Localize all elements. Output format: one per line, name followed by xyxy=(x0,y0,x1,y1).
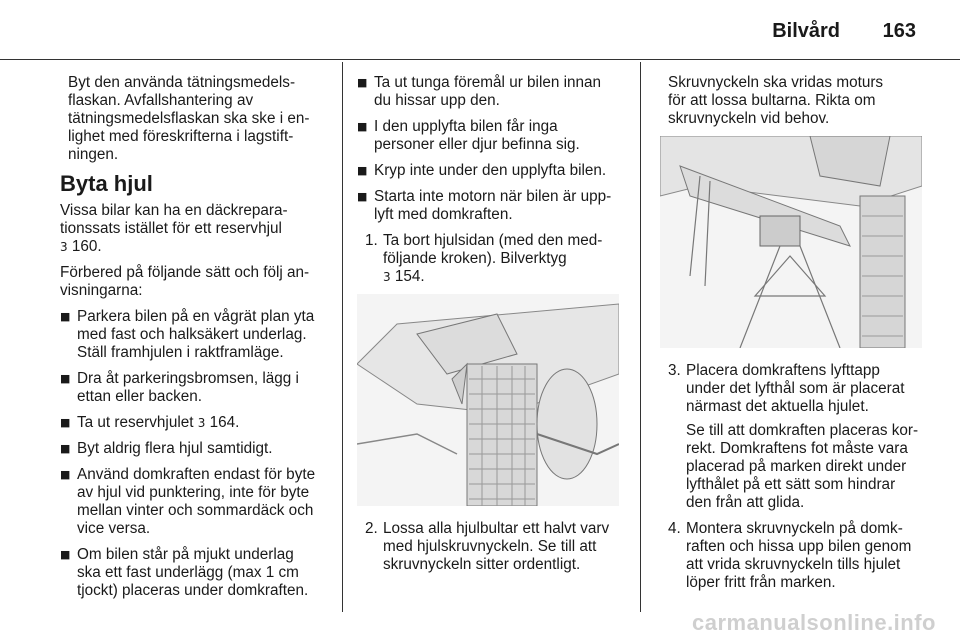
text-line: vice versa. xyxy=(77,520,151,537)
step-1 xyxy=(357,232,625,286)
text-line: tionssats istället för ett reservhjul xyxy=(60,220,282,237)
text-line: Placera domkraftens lyfttapp xyxy=(686,362,880,379)
text-line: Parkera bilen på en vågrät plan yta xyxy=(77,308,315,325)
text-line: mellan vinter och sommardäck och xyxy=(77,502,314,519)
text-line: ningen. xyxy=(68,146,119,163)
page-header xyxy=(0,0,960,52)
text-line: ettan eller backen. xyxy=(77,388,203,405)
text-line: av hjul vid punktering, inte för byte xyxy=(77,484,310,501)
list-item xyxy=(60,370,332,406)
text-line: Ta ut tunga föremål ur bilen innan xyxy=(374,74,602,91)
column-divider xyxy=(640,62,641,612)
text-line: ska ett fast underlägg (max 1 cm xyxy=(77,564,299,581)
preparation-list xyxy=(60,308,332,600)
text-line: under det lyfthål som är placerat xyxy=(686,380,905,397)
step-number: 4. xyxy=(668,520,681,537)
text-line: lighet med föreskrifterna i lagstift- xyxy=(68,128,294,145)
step-3-note xyxy=(686,422,928,512)
list-item xyxy=(357,162,625,180)
list-item xyxy=(60,308,332,362)
text-line: Om bilen står på mjukt underlag xyxy=(77,546,294,563)
page-reference-icon: 3 xyxy=(383,270,391,284)
step-3 xyxy=(660,362,928,512)
text-line: Kryp inte under den upplyfta bilen. xyxy=(374,162,607,179)
page-reference: 160. xyxy=(71,238,102,255)
text-line: Skruvnyckeln ska vridas moturs xyxy=(668,74,884,91)
text-line: tjockt) placeras under domkraften. xyxy=(77,582,309,599)
text-line: lyft med domkraften. xyxy=(374,206,513,223)
page-reference: 154. xyxy=(394,268,425,285)
text-line: Se till att domkraften placeras kor- xyxy=(686,422,919,439)
repair-kit-paragraph xyxy=(60,202,332,256)
text-line: skruvnyckeln vid behov. xyxy=(668,110,830,127)
text-line: för att lossa bultarna. Rikta om xyxy=(668,92,876,109)
text-line: närmast det aktuella hjulet. xyxy=(686,398,869,415)
page-reference: 164. xyxy=(209,414,240,431)
prepare-paragraph xyxy=(60,264,332,300)
disposal-paragraph xyxy=(60,74,332,164)
text-line: Ta ut reservhjulet xyxy=(77,414,194,431)
section-title: Bilvård xyxy=(772,20,840,42)
list-item xyxy=(60,440,332,458)
text-line: personer eller djur befinna sig. xyxy=(374,136,580,153)
text-line: med fast och halksäkert underlag. xyxy=(77,326,307,343)
text-line: med hjulskruvnyckeln. Se till att xyxy=(383,538,597,555)
step-number: 3. xyxy=(668,362,681,379)
text-line: Starta inte motorn när bilen är upp- xyxy=(374,188,612,205)
step-number: 1. xyxy=(365,232,378,249)
text-line: Ställ framhjulen i raktframläge. xyxy=(77,344,284,361)
text-line: I den upplyfta bilen får inga xyxy=(374,118,558,135)
list-item xyxy=(357,118,625,154)
text-line: visningarna: xyxy=(60,282,143,299)
list-item xyxy=(60,546,332,600)
step-number: 2. xyxy=(365,520,378,537)
page-reference-icon: 3 xyxy=(197,416,206,430)
text-line: tätningsmedelsflaskan ska ske i en- xyxy=(68,110,310,127)
safety-list xyxy=(357,74,625,224)
page-number: 163 xyxy=(882,20,916,42)
list-item xyxy=(60,466,332,538)
text-line: Vissa bilar kan ha en däckrepara- xyxy=(60,202,288,219)
step-2 xyxy=(357,520,625,574)
text-line: Montera skruvnyckeln på domk- xyxy=(686,520,903,537)
text-line: raften och hissa upp bilen genom xyxy=(686,538,912,555)
text-line: flaskan. Avfallshantering av xyxy=(68,92,254,109)
text-line: Byt aldrig flera hjul samtidigt. xyxy=(77,440,273,457)
watermark: carmanualsonline.info xyxy=(692,610,936,635)
step-3-main xyxy=(686,362,928,416)
column-2 xyxy=(357,74,625,582)
column-divider xyxy=(342,62,343,612)
wheel-cover-removal-illustration xyxy=(357,294,619,506)
text-line: lyfthålet på ett sätt som hindrar xyxy=(686,476,896,493)
text-line: den från att glida. xyxy=(686,494,805,511)
step-4 xyxy=(660,520,928,592)
text-line: Lossa alla hjulbultar ett halvt varv xyxy=(383,520,610,537)
wrench-paragraph xyxy=(660,74,928,128)
text-line: att vrida skruvnyckeln tills hjulet xyxy=(686,556,901,573)
text-line: Använd domkraften endast för byte xyxy=(77,466,316,483)
jack-placement-illustration xyxy=(660,136,922,348)
header-rule xyxy=(0,59,960,60)
text-line: placerad på marken direkt under xyxy=(686,458,907,475)
column-1 xyxy=(60,74,332,608)
text-line: löper fritt från marken. xyxy=(686,574,836,591)
text-line: Ta bort hjulsidan (med den med- xyxy=(383,232,603,249)
list-item xyxy=(60,414,332,432)
text-line: skruvnyckeln sitter ordentligt. xyxy=(383,556,581,573)
text-line: följande kroken). Bilverktyg xyxy=(383,250,567,267)
text-line: Byt den använda tätningsmedels- xyxy=(68,74,296,91)
text-line: du hissar upp den. xyxy=(374,92,500,109)
list-item xyxy=(357,188,625,224)
column-3 xyxy=(660,74,928,600)
text-line: Förbered på följande sätt och följ an- xyxy=(60,264,310,281)
page-reference-icon: 3 xyxy=(60,240,68,254)
text-line: rekt. Domkraftens fot måste vara xyxy=(686,440,908,457)
text-line: Dra åt parkeringsbromsen, lägg i xyxy=(77,370,299,387)
section-heading: Byta hjul xyxy=(60,171,153,196)
list-item xyxy=(357,74,625,110)
